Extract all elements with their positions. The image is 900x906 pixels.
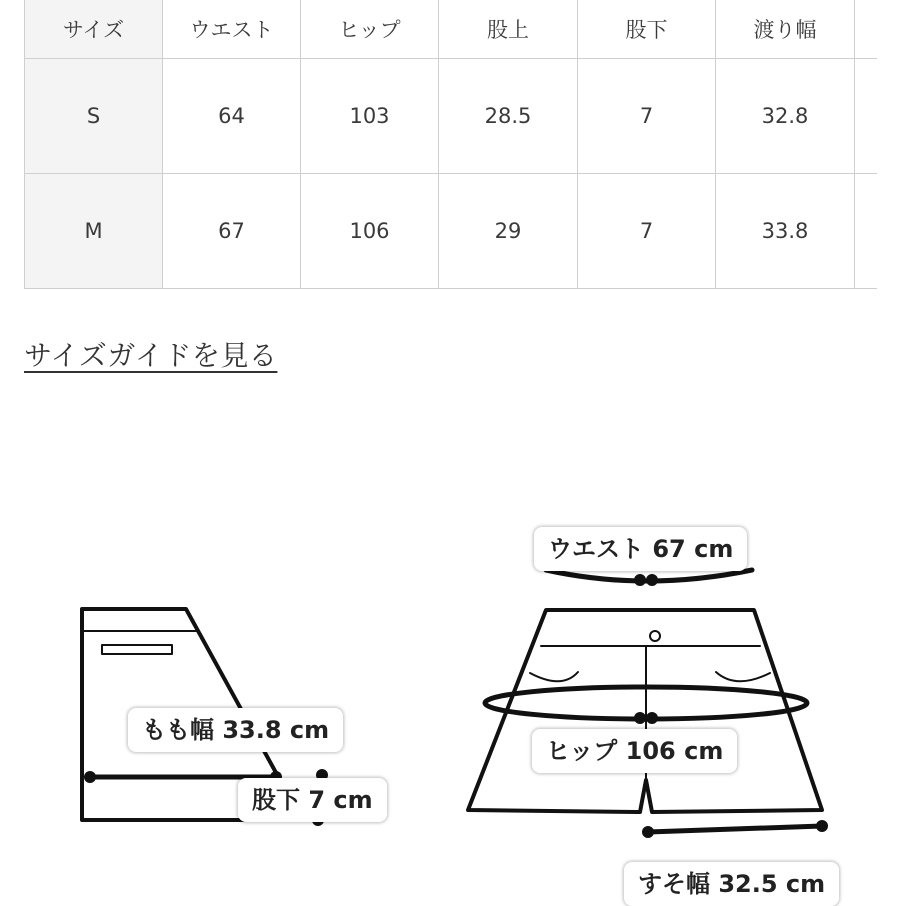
inseam-label: 股下 7 cm (238, 778, 387, 822)
hip-label: ヒップ 106 cm (532, 729, 737, 773)
cell-waist: 67 (163, 174, 301, 289)
thigh-width-label: もも幅 33.8 cm (128, 708, 343, 752)
measure-dot (634, 712, 646, 724)
header-thigh-width: 渡り幅 (716, 0, 855, 59)
cell-inseam: 7 (578, 174, 716, 289)
cell-rise: 28.5 (439, 59, 578, 174)
measure-dot (642, 826, 654, 838)
cell-waist: 64 (163, 59, 301, 174)
cell-size: M (25, 174, 163, 289)
hem-width-label: すそ幅 32.5 cm (624, 862, 839, 906)
header-size: サイズ (25, 0, 163, 59)
header-waist: ウエスト (163, 0, 301, 59)
measure-dot (646, 574, 658, 586)
cell-size: S (25, 59, 163, 174)
cell-inseam: 7 (578, 59, 716, 174)
cell-hip: 103 (301, 59, 439, 174)
button (650, 631, 660, 641)
cell-hip: 106 (301, 174, 439, 289)
cell-rise: 29 (439, 174, 578, 289)
measure-dot (84, 771, 96, 783)
cell-thigh-width: 33.8 (716, 174, 855, 289)
hem-measure-line (648, 826, 822, 832)
side-pocket (102, 645, 172, 654)
measure-dot (816, 820, 828, 832)
header-inseam: 股下 (578, 0, 716, 59)
header-rise: 股上 (439, 0, 578, 59)
waist-label: ウエスト 67 cm (534, 527, 747, 571)
measure-dot (634, 574, 646, 586)
size-guide-link[interactable]: サイズガイドを見る (24, 339, 278, 372)
measure-dot (646, 712, 658, 724)
cell-thigh-width: 32.8 (716, 59, 855, 174)
header-hip: ヒップ (301, 0, 439, 59)
